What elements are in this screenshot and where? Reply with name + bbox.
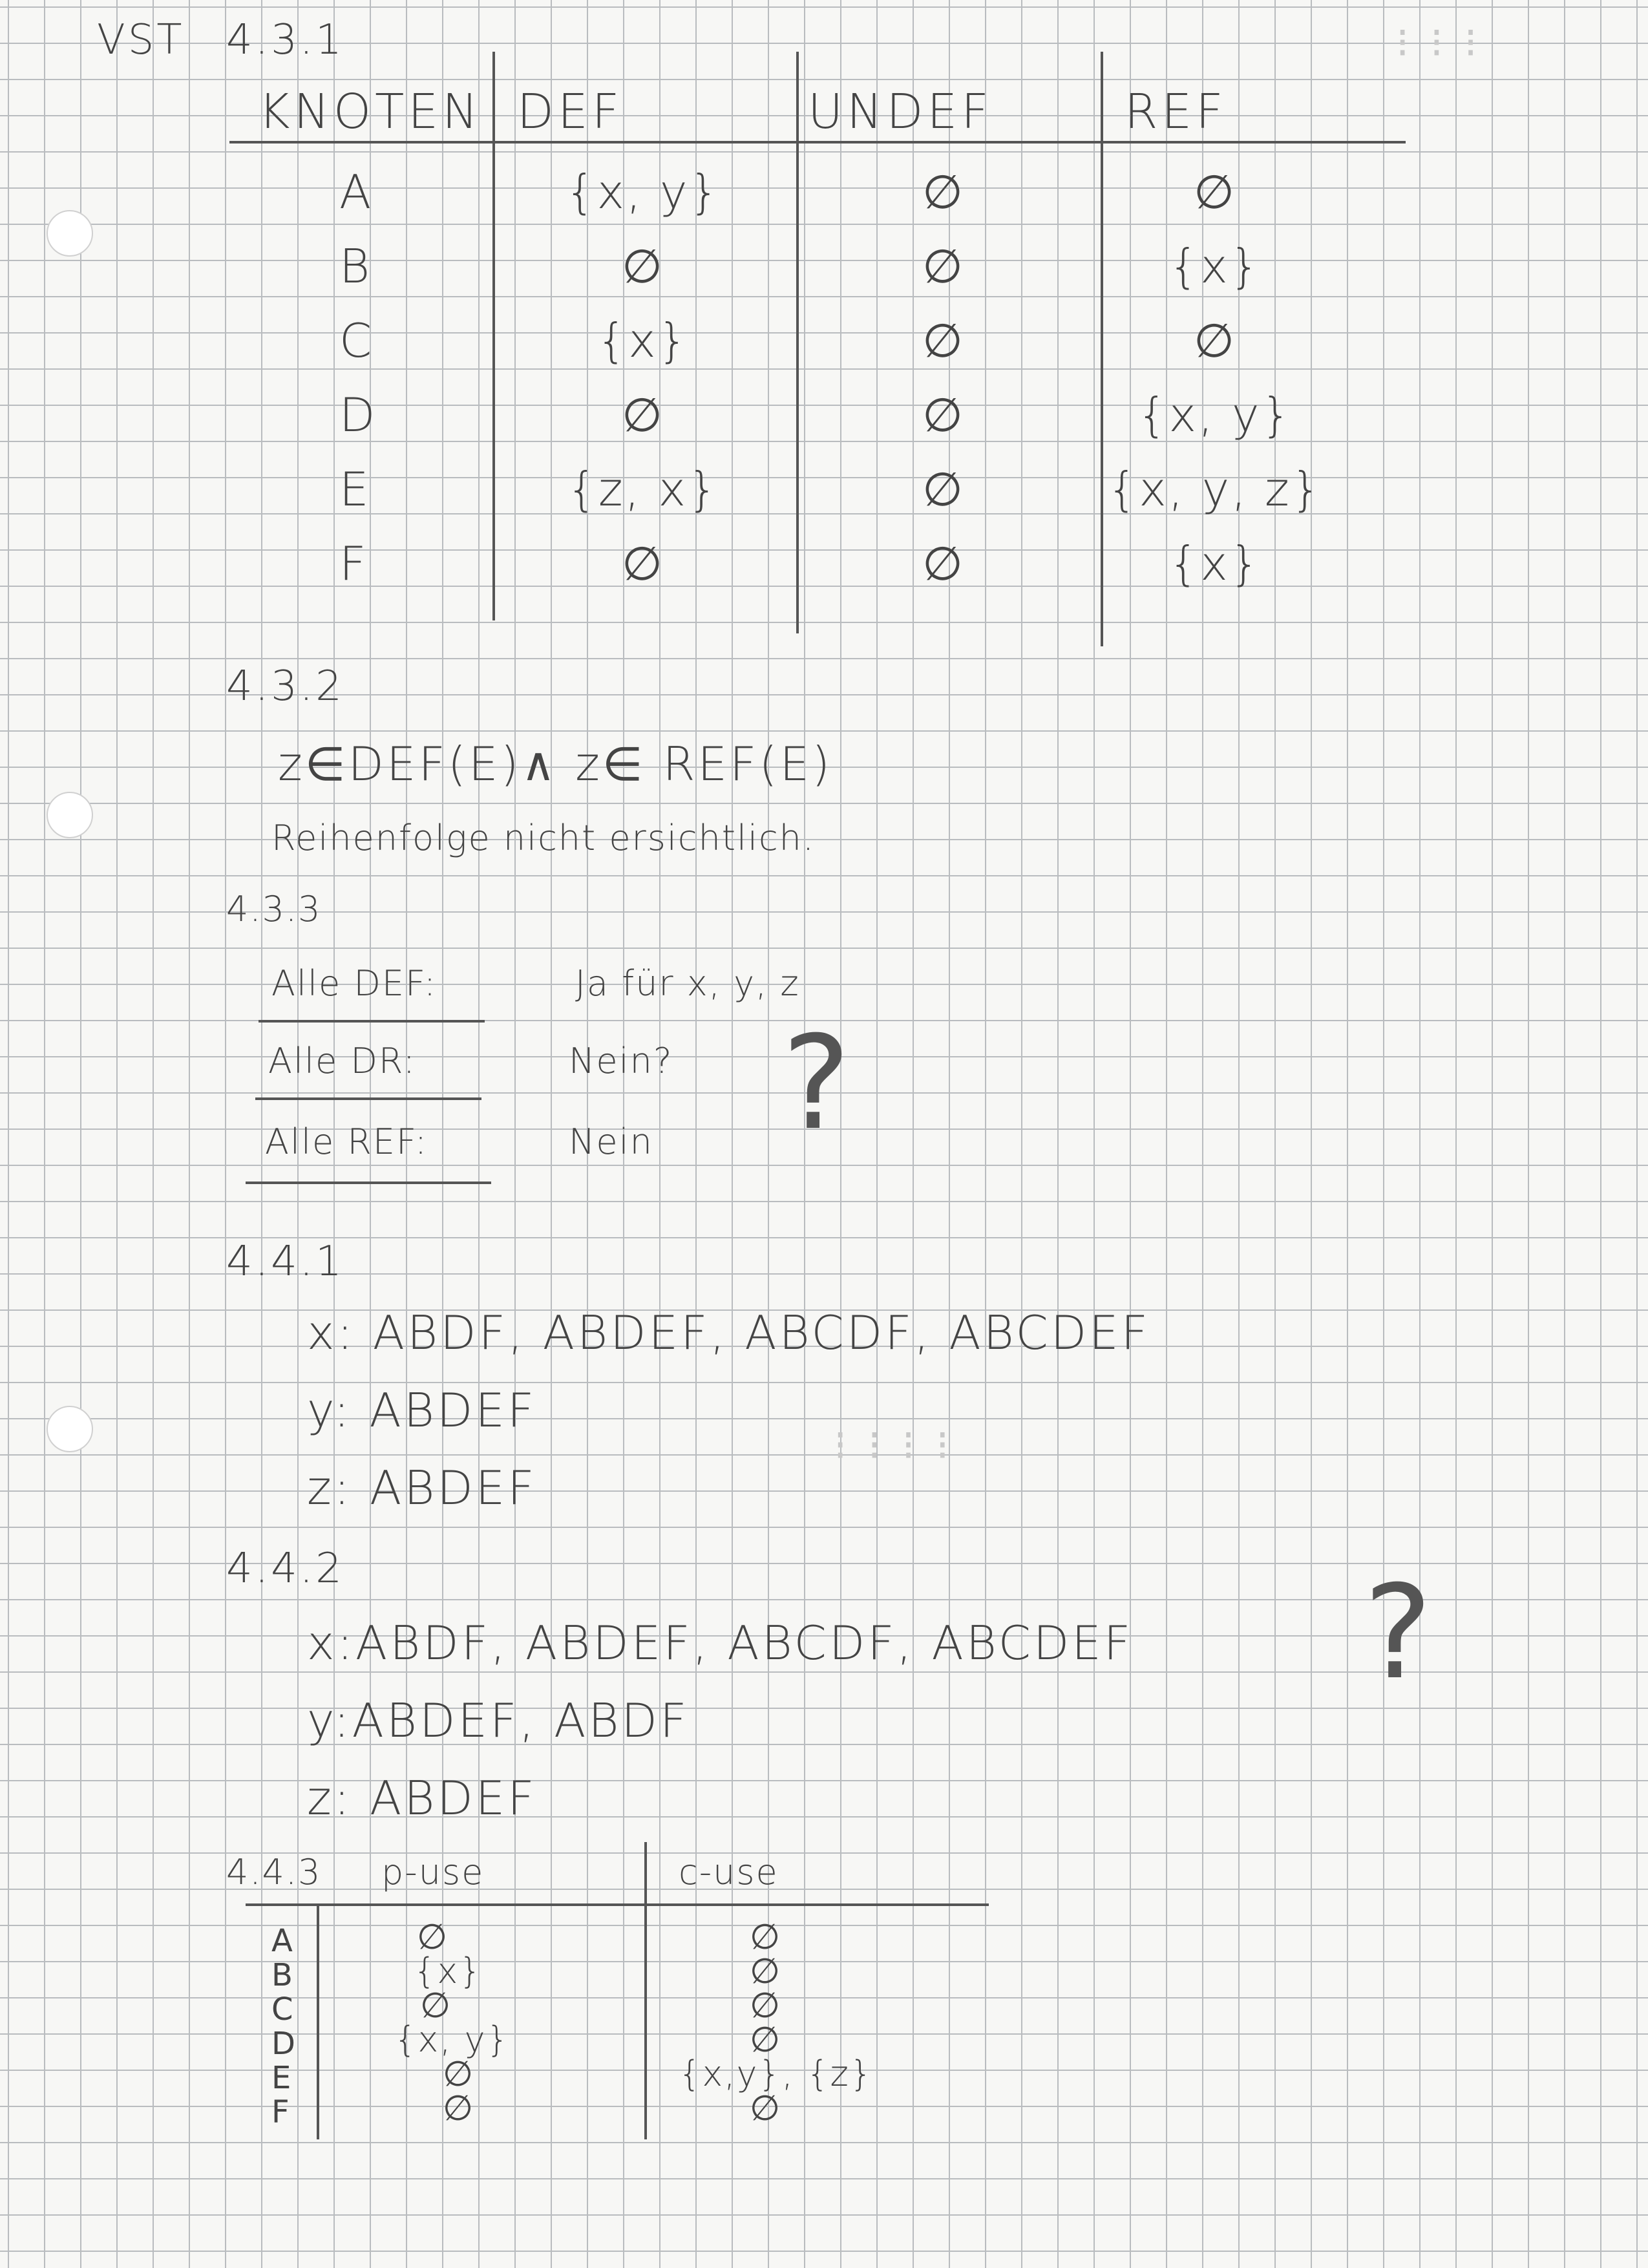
column-header-undef: UNDEF <box>808 84 993 140</box>
criterion-label: Alle DR: <box>268 1041 416 1081</box>
criterion-value: Nein <box>569 1121 653 1162</box>
criterion-underline <box>246 1182 491 1184</box>
criterion-value: Ja für x, y, z <box>575 963 800 1004</box>
criterion-value: Nein? <box>569 1041 673 1081</box>
node-cell: C <box>271 1991 293 2028</box>
ref-cell: {x} <box>1168 239 1262 293</box>
ref-cell: {x, y} <box>1137 388 1293 442</box>
node-cell: A <box>339 165 374 219</box>
column-header-c-use: c-use <box>679 1852 779 1892</box>
c-use-cell: ∅ <box>750 1951 782 1991</box>
undef-cell: ∅ <box>922 536 965 591</box>
table-431-divider-2 <box>796 52 799 633</box>
node-cell: A <box>271 1923 293 1959</box>
ref-cell: ∅ <box>1194 313 1236 368</box>
question-mark-442: ? <box>1364 1558 1433 1708</box>
p-use-cell: ∅ <box>420 1985 452 2026</box>
node-cell: E <box>271 2060 291 2096</box>
ref-cell: ∅ <box>1194 165 1236 219</box>
column-header-knoten: KNOTEN <box>259 84 482 140</box>
def-cell: ∅ <box>622 239 664 293</box>
undef-cell: ∅ <box>922 388 965 442</box>
undef-cell: ∅ <box>922 239 965 293</box>
criterion-underline <box>255 1097 481 1100</box>
p-use-cell: ∅ <box>443 2053 475 2094</box>
p-use-cell: ∅ <box>443 2088 475 2128</box>
path-y: y:ABDEF, ABDF <box>307 1693 690 1748</box>
section-title-443: 4.4.3 <box>226 1852 322 1892</box>
table-431-divider-1 <box>492 52 495 620</box>
column-header-p-use: p-use <box>381 1852 485 1892</box>
undef-cell: ∅ <box>922 165 965 219</box>
show-through-decoration: ⁝ ⁝ ⁝ <box>1396 19 1481 67</box>
criterion-label: Alle REF: <box>265 1121 428 1162</box>
c-use-cell: ∅ <box>750 1916 782 1957</box>
p-use-cell: {x, y} <box>394 2019 510 2060</box>
question-mark-433: ? <box>782 1008 851 1159</box>
c-use-cell: ∅ <box>750 1985 782 2026</box>
c-use-cell: {x,y}, {z} <box>679 2053 874 2094</box>
def-cell: {z, x} <box>567 462 719 516</box>
node-cell: D <box>339 388 378 442</box>
path-x: x: ABDF, ABDEF, ABCDF, ABCDEF <box>307 1306 1151 1360</box>
node-cell: F <box>271 2094 290 2130</box>
node-cell: C <box>339 313 375 368</box>
table-443-header-rule <box>246 1903 989 1906</box>
table-431-header-rule <box>229 141 1406 143</box>
c-use-cell: ∅ <box>750 2019 782 2060</box>
path-y: y: ABDEF <box>307 1383 537 1437</box>
c-use-cell: ∅ <box>750 2088 782 2128</box>
punch-hole-middle <box>47 792 93 838</box>
show-through-decoration: ⁝ ⁝ ⁝ ⁝ <box>834 1422 953 1470</box>
node-cell: B <box>271 1957 293 1993</box>
path-z: z: ABDEF <box>307 1461 537 1515</box>
table-443-node-divider <box>317 1903 319 2139</box>
undef-cell: ∅ <box>922 313 965 368</box>
punch-hole-lower <box>47 1406 93 1452</box>
course-label: VST <box>97 16 185 64</box>
table-443-column-divider <box>644 1842 647 2139</box>
def-cell: {x} <box>597 313 690 368</box>
path-x: x:ABDF, ABDEF, ABCDF, ABCDEF <box>307 1616 1134 1670</box>
section-title-441: 4.4.1 <box>226 1238 344 1286</box>
p-use-cell: {x} <box>414 1951 483 1991</box>
order-remark: Reihenfolge nicht ersichtlich. <box>271 818 816 858</box>
section-title-442: 4.4.2 <box>226 1545 344 1593</box>
path-z: z: ABDEF <box>307 1771 537 1825</box>
criterion-underline <box>259 1020 485 1023</box>
node-cell: F <box>339 536 369 591</box>
section-title-431: 4.3.1 <box>226 16 344 64</box>
ref-cell: {x} <box>1168 536 1262 591</box>
node-cell: B <box>339 239 373 293</box>
node-cell: E <box>339 462 372 516</box>
p-use-cell: ∅ <box>417 1916 449 1957</box>
section-title-432: 4.3.2 <box>226 662 344 710</box>
ref-cell: {x, y, z} <box>1107 462 1323 516</box>
def-cell: {x, y} <box>565 165 721 219</box>
def-cell: ∅ <box>622 388 664 442</box>
condition-text: z∈DEF(E)∧ z∈ REF(E) <box>278 737 833 791</box>
punch-hole-top <box>47 210 93 257</box>
node-cell: D <box>271 2026 295 2062</box>
undef-cell: ∅ <box>922 462 965 516</box>
column-header-def: DEF <box>517 84 624 140</box>
column-header-ref: REF <box>1125 84 1227 140</box>
def-cell: ∅ <box>622 536 664 591</box>
criterion-label: Alle DEF: <box>271 963 438 1004</box>
section-title-433: 4.3.3 <box>226 889 322 929</box>
